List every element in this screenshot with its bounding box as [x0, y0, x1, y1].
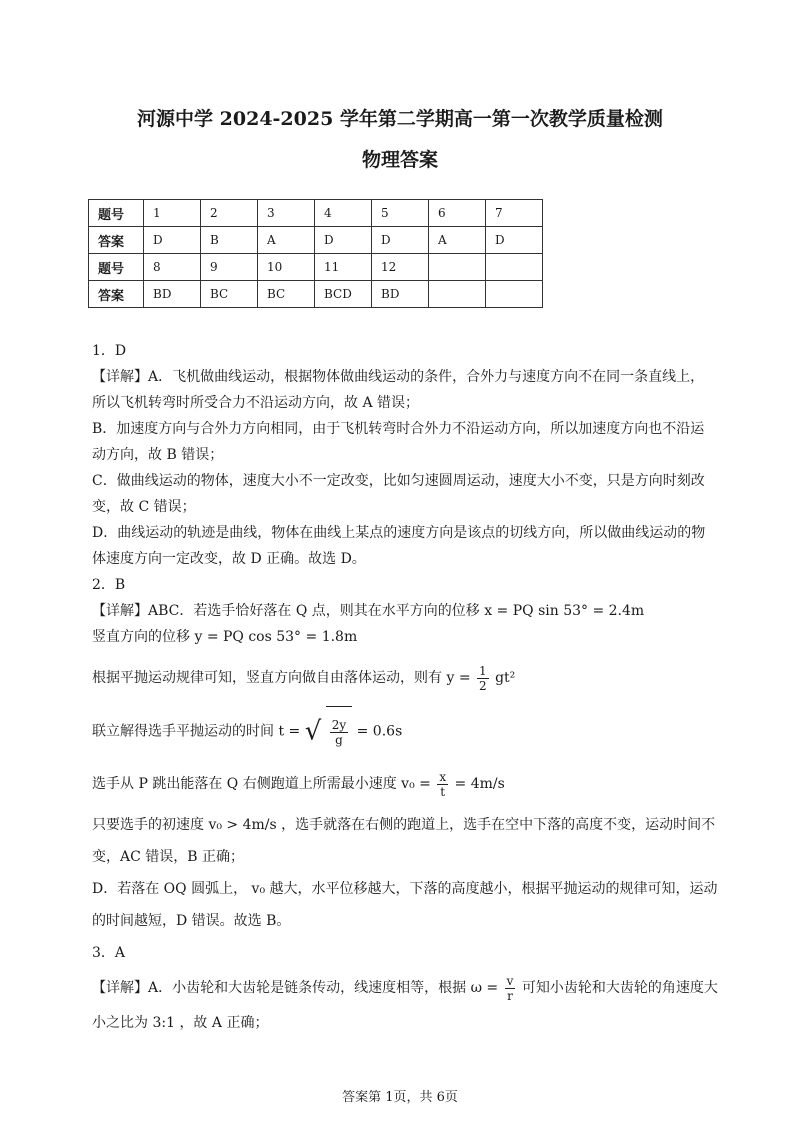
table-row	[89, 200, 543, 227]
row-label: 题号	[89, 200, 144, 227]
page-footer: 答案第 1页，共 6页	[342, 1090, 458, 1105]
q2-line	[92, 624, 716, 650]
q2-text: 竖直方向的位移	[92, 629, 190, 645]
table-cell: D	[315, 227, 372, 254]
q2-line	[92, 812, 716, 838]
q1-line: C．做曲线运动的物体，速度大小不一定改变，比如匀速圆周运动，速度大小不变，只是方向时刻改	[92, 473, 705, 489]
q2-line	[92, 876, 716, 902]
table-row	[89, 254, 543, 281]
q2-formula-rhs: = 4m/s	[454, 776, 505, 792]
q3-formula: 3:1	[152, 1015, 175, 1031]
table-cell: 7	[486, 200, 543, 227]
q1-line: 所以飞机转弯时所受合力不沿运动方向，故 A 错误；	[92, 395, 420, 411]
q3-text: 可知小齿轮和大齿轮的角速度大	[521, 980, 718, 996]
q2-formula-rhs: gt²	[495, 670, 516, 686]
table-cell: D	[372, 227, 429, 254]
square-root	[305, 706, 352, 757]
row-label: 答案	[89, 227, 144, 254]
row-label: 答案	[89, 281, 144, 308]
q2-text: 根据平抛运动规律可知，竖直方向做自由落体运动，则有	[92, 670, 442, 686]
table-cell: 11	[315, 254, 372, 281]
fraction-numerator: 2y	[331, 717, 347, 732]
q2-line	[92, 598, 716, 624]
q2-text: 选手从 P 跳出能落在 Q 右侧跑道上所需最小速度	[92, 776, 397, 792]
q2-formula-lhs: y =	[446, 670, 471, 686]
q2-text: 只要选手的初速度	[92, 817, 204, 833]
table-cell: 2	[201, 200, 258, 227]
table-cell: BD	[144, 281, 201, 308]
table-cell: 4	[315, 200, 372, 227]
table-cell: 3	[258, 200, 315, 227]
q1-line: 体速度方向一定改变，故 D 正确。故选 D。	[92, 551, 366, 567]
table-cell: BC	[258, 281, 315, 308]
q2-line: 的时间越短，D 错误。故选 B。	[92, 913, 291, 929]
fraction-denominator: g	[335, 732, 343, 747]
table-cell: 1	[144, 200, 201, 227]
q1-heading: 1．D	[92, 343, 127, 359]
fraction	[437, 770, 448, 799]
fraction	[477, 664, 489, 693]
fraction-numerator: 1	[479, 663, 487, 678]
fraction-numerator: x	[439, 769, 447, 784]
q2-text: D．若落在 OQ 圆弧上，	[92, 881, 248, 897]
solutions-body	[92, 338, 716, 1036]
q3-text: 小之比为	[92, 1015, 148, 1031]
fraction	[505, 974, 516, 1003]
table-cell: B	[201, 227, 258, 254]
table-cell: 12	[372, 254, 429, 281]
radicand	[326, 706, 352, 757]
radical-sign-icon: √	[304, 716, 322, 747]
q2-line	[92, 706, 716, 756]
table-cell: A	[429, 227, 486, 254]
q2-text: 【详解】ABC．若选手恰好落在 Q 点，则其在水平方向的位移	[92, 603, 480, 619]
q2-line: 变，AC 错误，B 正确；	[92, 849, 245, 865]
q3-formula-lhs: ω =	[470, 980, 499, 996]
document-title: 河源中学 2024-2025 学年第二学期高一第一次教学质量检测	[137, 108, 663, 130]
table-row	[89, 281, 543, 308]
q1-line: D．曲线运动的轨迹是曲线，物体在曲线上某点的速度方向是该点的切线方向，所以做曲线运动的物	[92, 525, 706, 541]
q2-text: ，选手就落在右侧的跑道上，选手在空中下落的高度不变，运动时间不	[281, 817, 716, 833]
table-row	[89, 227, 543, 254]
q2-formula: v₀	[251, 881, 266, 897]
q2-formula-rhs: = 0.6s	[356, 723, 403, 740]
fraction-numerator: v	[506, 973, 514, 988]
q2-heading: 2．B	[92, 577, 126, 593]
table-cell: 8	[144, 254, 201, 281]
q2-formula: y = PQ cos 53° = 1.8m	[194, 629, 358, 645]
q3-text: 【详解】A．小齿轮和大齿轮是链条传动，线速度相等，根据	[92, 980, 467, 996]
fraction-denominator: 2	[479, 678, 487, 693]
table-cell	[486, 254, 543, 281]
q2-line	[92, 762, 716, 806]
q1-line: 变，故 C 错误；	[92, 499, 196, 515]
table-cell: A	[258, 227, 315, 254]
q3-line	[92, 966, 716, 1010]
q3-text: ，故 A 正确；	[179, 1015, 269, 1031]
document-subtitle: 物理答案	[361, 149, 438, 171]
table-cell: 6	[429, 200, 486, 227]
q1-line: 动方向，故 B 错误；	[92, 447, 224, 463]
fraction-denominator: t	[440, 784, 446, 799]
fraction-denominator: r	[507, 988, 513, 1003]
q3-line	[92, 1010, 716, 1036]
q2-formula: v₀ > 4m/s	[208, 817, 277, 833]
table-cell: D	[144, 227, 201, 254]
table-cell: 5	[372, 200, 429, 227]
answer-table	[88, 199, 543, 308]
table-cell: 10	[258, 254, 315, 281]
fraction	[330, 718, 348, 747]
table-cell: BCD	[315, 281, 372, 308]
table-cell: 9	[201, 254, 258, 281]
table-cell	[429, 281, 486, 308]
q2-line	[92, 656, 716, 700]
q2-text: 联立解得选手平抛运动的时间	[92, 723, 274, 740]
q2-formula: x = PQ sin 53° = 2.4m	[484, 603, 645, 619]
q2-formula-lhs: v₀ =	[401, 776, 431, 792]
table-cell	[486, 281, 543, 308]
q2-text: 越大，水平位移越大，下落的高度越小，根据平抛运动的规律可知，运动	[269, 881, 718, 897]
q2-formula-lhs: t =	[278, 723, 301, 740]
table-cell: D	[486, 227, 543, 254]
table-cell: BC	[201, 281, 258, 308]
q1-line: B．加速度方向与合外力方向相同，由于飞机转弯时合外力不沿运动方向，所以加速度方向也不沿运	[92, 421, 705, 437]
q1-line: 【详解】A．飞机做曲线运动，根据物体做曲线运动的条件，合外力与速度方向不在同一条直线上，	[92, 369, 705, 385]
q3-heading: 3．A	[92, 945, 126, 961]
table-cell	[429, 254, 486, 281]
row-label: 题号	[89, 254, 144, 281]
table-cell: BD	[372, 281, 429, 308]
